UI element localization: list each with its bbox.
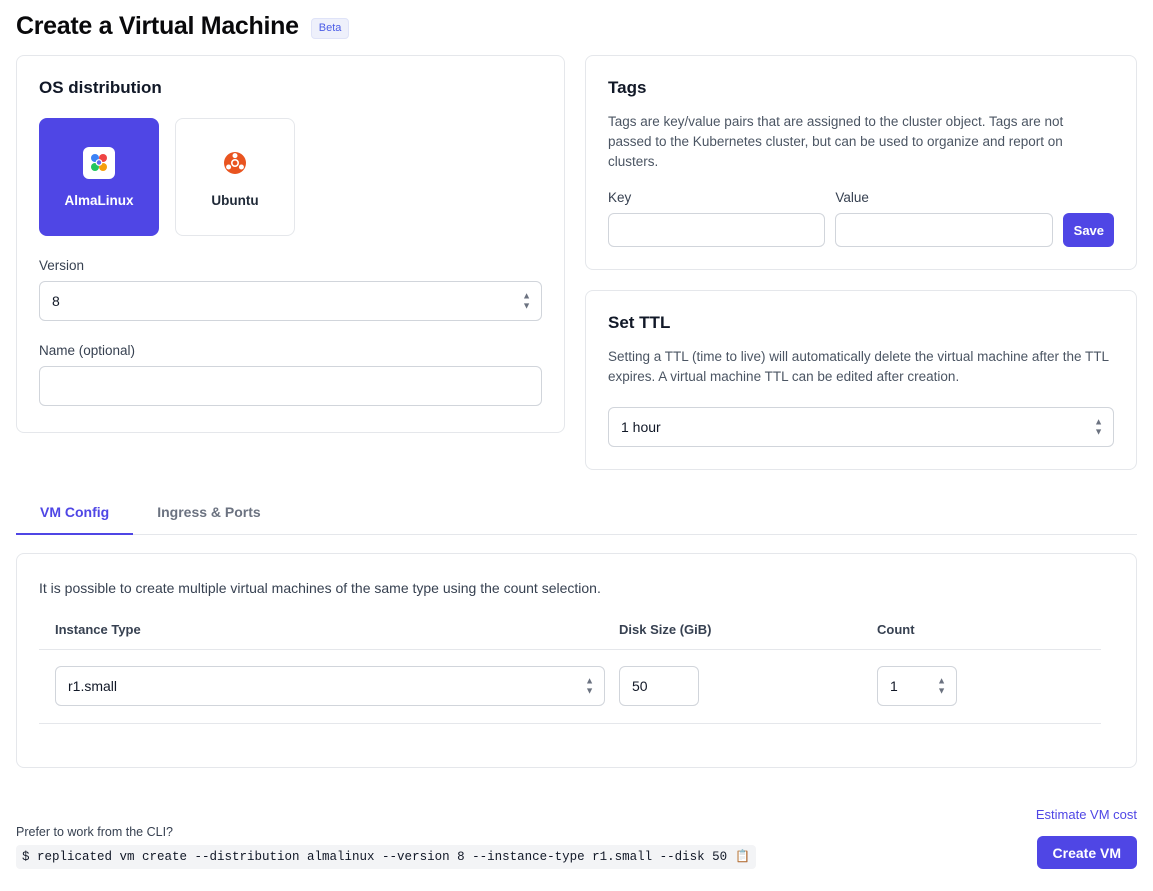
tag-key-label: Key — [608, 190, 632, 205]
ttl-title: Set TTL — [608, 313, 671, 332]
count-select[interactable]: 1 — [877, 666, 957, 706]
os-choice-ubuntu[interactable] — [175, 118, 295, 236]
column-header-instance-type: Instance Type — [55, 622, 141, 637]
instance-type-cell — [39, 666, 619, 706]
chevron-updown-icon: ▲ ▼ — [585, 675, 594, 696]
almalinux-logo-icon — [83, 147, 115, 179]
disk-size-input-wrap — [619, 666, 699, 706]
os-distribution-card — [16, 55, 565, 433]
right-column — [585, 55, 1137, 470]
vm-name-label: Name (optional) — [39, 343, 136, 358]
tab-vm-config[interactable]: VM Config — [16, 492, 133, 535]
table-header-row — [39, 622, 1101, 650]
cli-command-box — [16, 845, 756, 869]
tag-value-field — [835, 190, 1052, 247]
copy-icon[interactable]: 📋 — [735, 850, 751, 864]
count-select-wrap — [877, 666, 957, 706]
vm-config-note: It is possible to create multiple virtual machines of the same type using the count selection. — [39, 580, 601, 596]
os-choice-group — [39, 118, 542, 236]
config-tabs — [16, 492, 1137, 535]
tag-key-input[interactable] — [608, 213, 825, 247]
disk-size-cell — [619, 666, 877, 706]
chevron-updown-icon: ▲ ▼ — [522, 290, 531, 311]
instance-type-select-wrap — [55, 666, 605, 706]
ttl-select-wrap — [608, 407, 1114, 447]
tag-key-field — [608, 190, 825, 247]
tag-save-button[interactable]: Save — [1063, 213, 1114, 247]
vm-name-input-wrap — [39, 366, 542, 406]
os-choice-label: AlmaLinux — [64, 192, 134, 208]
ttl-select[interactable]: 1 hour — [608, 407, 1114, 447]
vm-config-table — [39, 622, 1101, 724]
tag-value-input[interactable] — [835, 213, 1052, 247]
tag-value-label: Value — [835, 190, 869, 205]
chevron-updown-icon: ▲ ▼ — [937, 675, 946, 696]
count-cell — [877, 666, 1077, 706]
page-title: Create a Virtual Machine — [16, 12, 299, 40]
ttl-description: Setting a TTL (time to live) will automatically delete the virtual machine after the TTL expires. A virtual machine TTL can be edited after creation. — [608, 349, 1109, 384]
column-header-disk-size: Disk Size (GiB) — [619, 622, 712, 637]
instance-type-select[interactable]: r1.small — [55, 666, 605, 706]
page-footer — [16, 807, 1137, 879]
cli-hint: Prefer to work from the CLI? — [16, 825, 174, 839]
page-header — [16, 0, 1137, 55]
vm-config-card — [16, 553, 1137, 768]
tags-kv-row — [608, 190, 1114, 247]
os-distribution-title: OS distribution — [39, 78, 162, 97]
estimate-vm-cost-link[interactable]: Estimate VM cost — [1035, 807, 1137, 822]
beta-badge: Beta — [311, 18, 350, 39]
vm-name-input[interactable] — [39, 366, 542, 406]
os-choice-almalinux[interactable] — [39, 118, 159, 236]
chevron-updown-icon: ▲ ▼ — [1094, 416, 1103, 437]
ubuntu-logo-icon — [219, 147, 251, 179]
disk-size-input[interactable] — [619, 666, 699, 706]
os-choice-label: Ubuntu — [211, 192, 259, 208]
version-select-wrap — [39, 281, 542, 321]
top-section — [16, 55, 1137, 470]
cli-command-text: $ replicated vm create --distribution almalinux --version 8 --instance-type r1.small --disk 50 — [22, 849, 728, 864]
tags-title: Tags — [608, 78, 647, 97]
tags-description: Tags are key/value pairs that are assigned to the cluster object. Tags are not passed to the Kubernetes cluster, but can be used to organize and report on clusters. — [608, 114, 1064, 169]
table-row — [39, 650, 1101, 724]
version-label: Version — [39, 258, 85, 273]
version-select[interactable]: 8 — [39, 281, 542, 321]
ttl-card — [585, 290, 1137, 470]
vm-name-field — [39, 343, 542, 406]
create-vm-button[interactable]: Create VM — [1037, 836, 1137, 869]
tags-card — [585, 55, 1137, 270]
column-header-count: Count — [877, 622, 915, 637]
os-distribution-column — [16, 55, 565, 433]
version-field — [39, 258, 542, 321]
tab-ingress-ports[interactable]: Ingress & Ports — [157, 504, 261, 520]
